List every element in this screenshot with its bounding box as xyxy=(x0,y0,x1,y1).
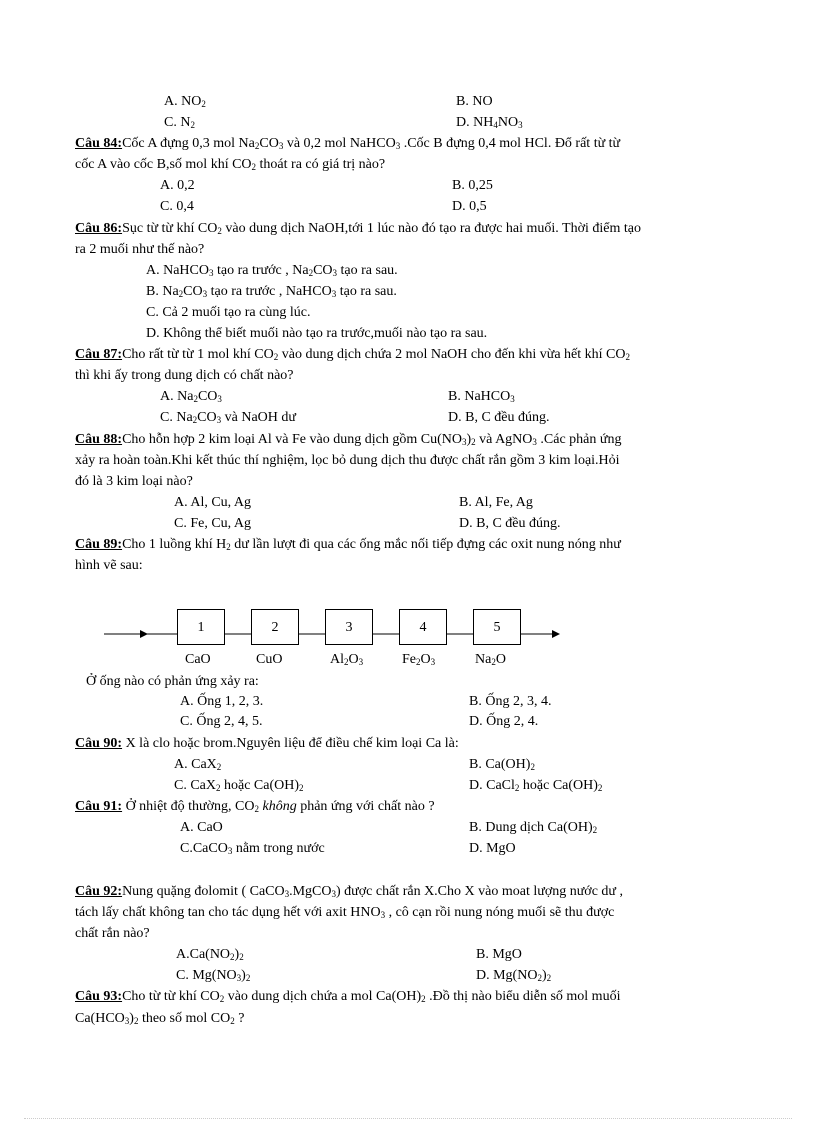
q90-text: Câu 90: X là clo hoặc brom.Nguyên liệu để điều chế kim loại Ca là: xyxy=(75,736,459,751)
q88-text-line1: Câu 88:Cho hỗn hợp 2 kim loại Al và Fe vào dung dịch gồm $Cu(NO_3)_2$ và AgNO$_3$ .Các phản ứng xyxy=(75,432,622,447)
q83-option-c: C. $N_2$ xyxy=(164,115,195,130)
q91-option-c: C.CaCO$_3$ nằm trong nước xyxy=(180,841,325,856)
q87-option-c: C. $Na_2CO_3$ và NaOH dư xyxy=(160,410,296,425)
q87-text-line1: Câu 87:Cho rất từ từ 1 mol khí $CO_2$ vào dung dịch chứa 2 mol NaOH cho đến khi vừa hết khí $CO_2$ xyxy=(75,347,630,362)
page-footer-divider xyxy=(24,1118,792,1119)
q93-text-line1: Câu 93:Cho từ từ khí $CO_2$ vào dung dịch chứa a mol $Ca(OH)_2$ .Đồ thị nào biểu diễn số mol muối xyxy=(75,989,621,1004)
q89-option-a: A. Ống 1, 2, 3. xyxy=(180,694,264,709)
q89-option-b: B. Ống 2, 3, 4. xyxy=(469,694,552,709)
q92-option-b: B. MgO xyxy=(476,947,522,962)
q89-option-d: D. Ống 2, 4. xyxy=(469,714,539,729)
q84-option-d: D. 0,5 xyxy=(452,199,487,214)
q89-text-line2: hình vẽ sau: xyxy=(75,558,143,573)
q89-label: Câu 89: xyxy=(75,537,123,552)
q88-label: Câu 88: xyxy=(75,432,123,447)
q88-option-b: B. Al, Fe, Ag xyxy=(459,495,533,510)
q84-option-b: B. 0,25 xyxy=(452,178,493,193)
tube-4-caption: $Fe_2O_3$ xyxy=(402,652,436,667)
q91-label: Câu 91: xyxy=(75,799,123,814)
q86-text-line2: ra 2 muối như thế nào? xyxy=(75,242,205,257)
q89-option-c: C. Ống 2, 4, 5. xyxy=(180,714,263,729)
q88-text-line2: xảy ra hoàn toàn.Khi kết thúc thí nghiệm, lọc bỏ dung dịch thu được chất rắn gồm 3 kim loại.Hỏi xyxy=(75,453,620,468)
tube-5-caption: $Na_2O$ xyxy=(475,652,506,667)
tube-1-caption: CaO xyxy=(185,652,211,667)
q92-text-line3: chất rắn nào? xyxy=(75,926,150,941)
q86-option-a: A. NaHCO$_3$ tạo ra trước , $Na_2CO_3$ tạo ra sau. xyxy=(146,263,398,278)
q83-option-a: A. $NO_2$ xyxy=(164,94,206,109)
tube-3: 3 xyxy=(325,609,373,645)
inlet-arrowhead xyxy=(140,630,148,638)
q87-option-d: D. B, C đều đúng. xyxy=(448,410,550,425)
outlet-arrowhead xyxy=(552,630,560,638)
q88-option-c: C. Fe, Cu, Ag xyxy=(174,516,252,531)
q93-text-line2: $Ca(HCO_3)_2$ theo số mol $CO_2$ ? xyxy=(75,1011,245,1026)
q86-option-d: D. Không thể biết muối nào tạo ra trước,muối nào tạo ra sau. xyxy=(146,326,488,341)
q83-option-d: D. $NH_4NO_3$ xyxy=(456,115,523,130)
q89-question: Ở ống nào có phản ứng xảy ra: xyxy=(86,674,259,689)
q87-option-b: B. NaHCO$_3$ xyxy=(448,389,515,404)
q90-label: Câu 90: xyxy=(75,736,123,751)
tube-5: 5 xyxy=(473,609,521,645)
q91-option-a: A. CaO xyxy=(180,820,223,835)
q90-option-b: B. $Ca(OH)_2$ xyxy=(469,757,535,772)
q90-option-c: C. CaX$_2$ hoặc $Ca(OH)_2$ xyxy=(174,778,304,793)
q87-option-a: A. $Na_2CO_3$ xyxy=(160,389,222,404)
q87-label: Câu 87: xyxy=(75,347,123,362)
q84-text-line1: Câu 84:Cốc A đựng 0,3 mol $Na_2CO_3$ và 0,2 mol NaHCO$_3$ .Cốc B đựng 0,4 mol HCl. Đổ rất từ từ xyxy=(75,136,621,151)
q86-label: Câu 86: xyxy=(75,221,123,236)
q88-option-a: A. Al, Cu, Ag xyxy=(174,495,252,510)
q92-option-a: $A.Ca(NO_2)_2$ xyxy=(176,947,244,962)
q92-label: Câu 92: xyxy=(75,884,123,899)
q89-text-line1: Câu 89:Cho 1 luồng khí $H_2$ dư lần lượt đi qua các ống mắc nối tiếp đựng các oxit nung nóng như xyxy=(75,537,621,552)
q86-option-c: C. Cả 2 muối tạo ra cùng lúc. xyxy=(146,305,311,320)
q84-text-line2: cốc A vào cốc B,số mol khí $CO_2$ thoát ra có giá trị nào? xyxy=(75,157,386,172)
tube-1: 1 xyxy=(177,609,225,645)
q92-option-d: D. $Mg(NO_2)_2$ xyxy=(476,968,552,983)
q88-option-d: D. B, C đều đúng. xyxy=(459,516,561,531)
q84-option-a: A. 0,2 xyxy=(160,178,195,193)
q91-option-b: B. Dung dịch $Ca(OH)_2$ xyxy=(469,820,598,835)
q91-option-d: D. MgO xyxy=(469,841,516,856)
q93-label: Câu 93: xyxy=(75,989,123,1004)
q88-text-line3: đó là 3 kim loại nào? xyxy=(75,474,193,489)
q84-label: Câu 84: xyxy=(75,136,123,151)
q90-option-a: A. CaX$_2$ xyxy=(174,757,222,772)
tube-2-caption: CuO xyxy=(256,652,283,667)
q86-text-line1: Câu 86:Sục từ từ khí $CO_2$ vào dung dịch NaOH,tới 1 lúc nào đó tạo ra được hai muối. Thời điểm tạo xyxy=(75,221,641,236)
q83-option-b: B. NO xyxy=(456,94,493,109)
tube-2: 2 xyxy=(251,609,299,645)
tube-4: 4 xyxy=(399,609,447,645)
q92-option-c: C. $Mg(NO_3)_2$ xyxy=(176,968,251,983)
q87-text-line2: thì khi ấy trong dung dịch có chất nào? xyxy=(75,368,294,383)
q90-option-d: D. CaCl$_2$ hoặc $Ca(OH)_2$ xyxy=(469,778,603,793)
q92-text-line1: Câu 92:Nung quặng đolomit ( CaCO$_3$.MgCO$_3$) được chất rắn X.Cho X vào moat lượng nước dư , xyxy=(75,884,624,899)
q84-option-c: C. 0,4 xyxy=(160,199,194,214)
q91-text: Câu 91: Ở nhiệt độ thường, $CO_2$ không phản ứng với chất nào ? xyxy=(75,799,435,814)
tube-3-caption: $Al_2O_3$ xyxy=(330,652,364,667)
q92-text-line2: tách lấy chất không tan cho tác dụng hết với axit $HNO_3$ , cô cạn rồi nung nóng muối sẽ thu được xyxy=(75,905,615,920)
q86-option-b: B. $Na_2CO_3$ tạo ra trước , NaHCO$_3$ tạo ra sau. xyxy=(146,284,397,299)
